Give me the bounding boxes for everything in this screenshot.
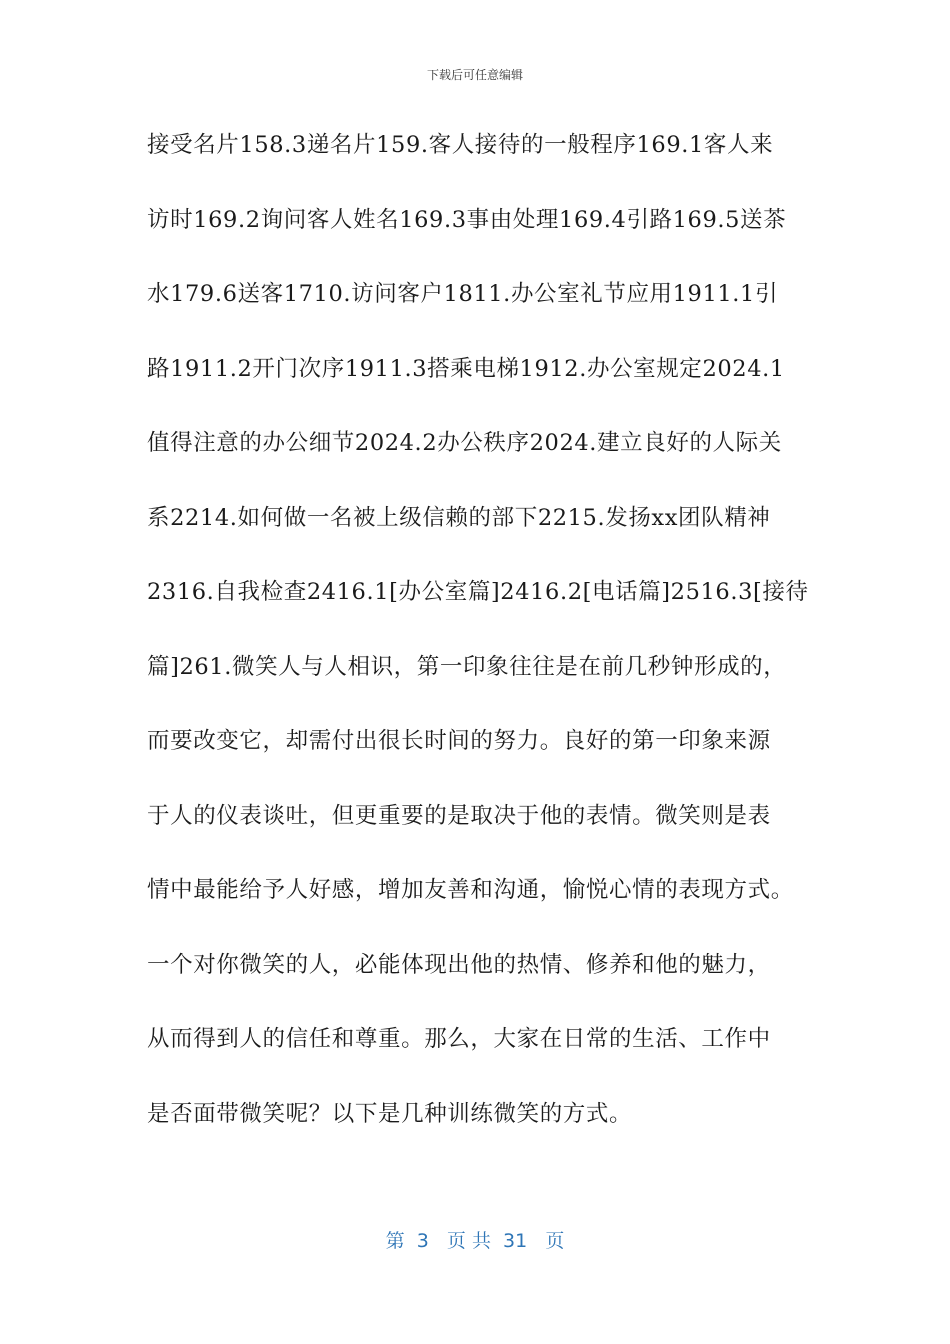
document-body bbox=[147, 120, 812, 1163]
body-line-12: 一个对你微笑的人，必能体现出他的热情、修养和他的魅力， bbox=[147, 951, 771, 978]
body-line-5: 值得注意的办公细节2024.2办公秩序2024.建立良好的人际关 bbox=[147, 430, 782, 456]
body-line-7: 2316.自我检查2416.1[办公室篇]2416.2[电话篇]2516.3[接待 bbox=[147, 579, 809, 605]
body-line-13: 从而得到人的信任和尊重。那么，大家在日常的生活、工作中 bbox=[147, 1026, 771, 1052]
body-line-8: 篇]261.微笑人与人相识，第一印象往往是在前几秒钟形成的， bbox=[147, 653, 787, 680]
page-header: 下载后可任意编辑 bbox=[426, 68, 523, 82]
body-line-9: 而要改变它，却需付出很长时间的努力。良好的第一印象来源 bbox=[147, 728, 771, 754]
body-line-14: 是否面带微笑呢？以下是几种训练微笑的方式。 bbox=[147, 1100, 633, 1127]
body-line-10: 于人的仪表谈吐，但更重要的是取决于他的表情。微笑则是表 bbox=[147, 802, 771, 829]
body-line-4: 路1911.2开门次序1911.3搭乘电梯1912.办公室规定2024.1 bbox=[147, 355, 785, 382]
body-line-1: 接受名片158.3递名片159.客人接待的一般程序169.1客人来 bbox=[147, 132, 774, 158]
page-number-footer: 第 3 页 共 31 页 bbox=[385, 1230, 565, 1252]
body-line-3: 水179.6送客1710.访问客户1811.办公室礼节应用1911.1引 bbox=[147, 281, 779, 307]
body-line-2: 访时169.2询问客人姓名169.3事由处理169.4引路169.5送茶 bbox=[147, 206, 787, 233]
body-line-6: 系2214.如何做一名被上级信赖的部下2215.发扬xx团队精神 bbox=[147, 504, 771, 531]
body-line-11: 情中最能给予人好感，增加友善和沟通，愉悦心情的表现方式。 bbox=[147, 877, 794, 903]
